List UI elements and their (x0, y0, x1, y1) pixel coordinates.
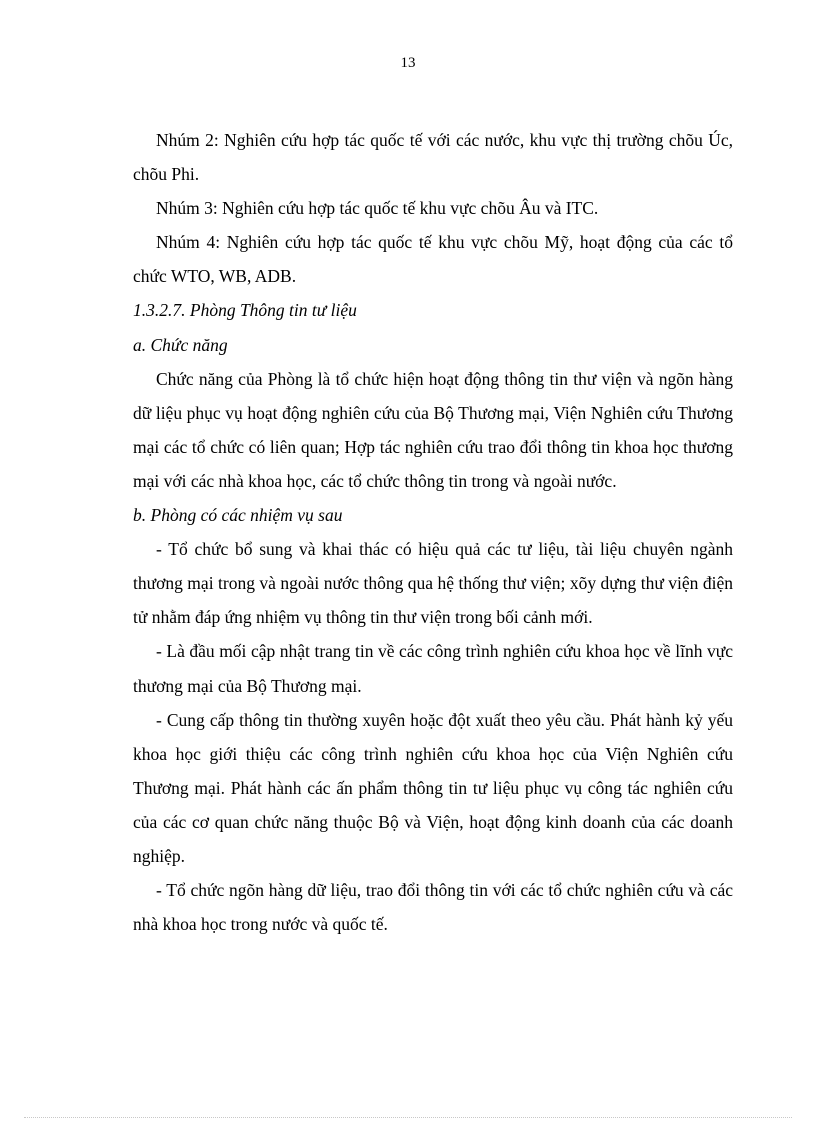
paragraph-group-3: Nhúm 3: Nghiên cứu hợp tác quốc tế khu vực chõu Âu và ITC. (156, 198, 599, 219)
document-body (133, 123, 733, 941)
paragraph-duty-4: - Tổ chức ngõn hàng dữ liệu, trao đổi thông tin với các tổ chức nghiên cứu và các nhà khoa học trong nước và quốc tế. (133, 880, 733, 935)
paragraph-duty-2: - Là đầu mối cập nhật trang tin về các công trình nghiên cứu khoa học về lĩnh vực thương mại của Bộ Thương mại. (133, 641, 733, 696)
paragraph-group-2: Nhúm 2: Nghiên cứu hợp tác quốc tế với các nước, khu vực thị trường chõu Úc, chõu Phi. (133, 130, 733, 185)
paragraph-duty-3: - Cung cấp thông tin thường xuyên hoặc đột xuất theo yêu cầu. Phát hành kỷ yếu khoa học giới thiệu các công trình nghiên cứu khoa học của Viện Nghiên cứu Thương mại. Phát hành các ấn phẩm thông tin tư liệu phục vụ công tác nghiên cứu của các cơ quan chức năng thuộc Bộ và Viện, hoạt động kinh doanh của các doanh nghiệp. (133, 709, 733, 866)
subheading-duties: b. Phòng có các nhiệm vụ sau (133, 505, 343, 526)
section-heading: 1.3.2.7. Phòng Thông tin tư liệu (133, 300, 357, 321)
paragraph-function: Chức năng của Phòng là tổ chức hiện hoạt động thông tin thư viện và ngõn hàng dữ liệu phục vụ hoạt động nghiên cứu của Bộ Thương mại, Viện Nghiên cứu Thương mại các tổ chức có liên quan; Hợp tác nghiên cứu trao đổi thông tin khoa học thương mại với các nhà khoa học, các tổ chức thông tin trong và ngoài nước. (133, 368, 733, 491)
subheading-function: a. Chức năng (133, 334, 228, 355)
page-bottom-divider (24, 1117, 792, 1118)
paragraph-duty-1: - Tổ chức bổ sung và khai thác có hiệu quả các tư liệu, tài liệu chuyên ngành thương mại trong và ngoài nước thông qua hệ thống thư viện; xõy dựng thư viện điện tử nhằm đáp ứng nhiệm vụ thông tin thư viện trong bối cảnh mới. (133, 539, 733, 628)
paragraph-group-4: Nhúm 4: Nghiên cứu hợp tác quốc tế khu vực chõu Mỹ, hoạt động của các tổ chức WTO, WB, ADB. (133, 232, 733, 287)
page-number: 13 (400, 55, 416, 71)
